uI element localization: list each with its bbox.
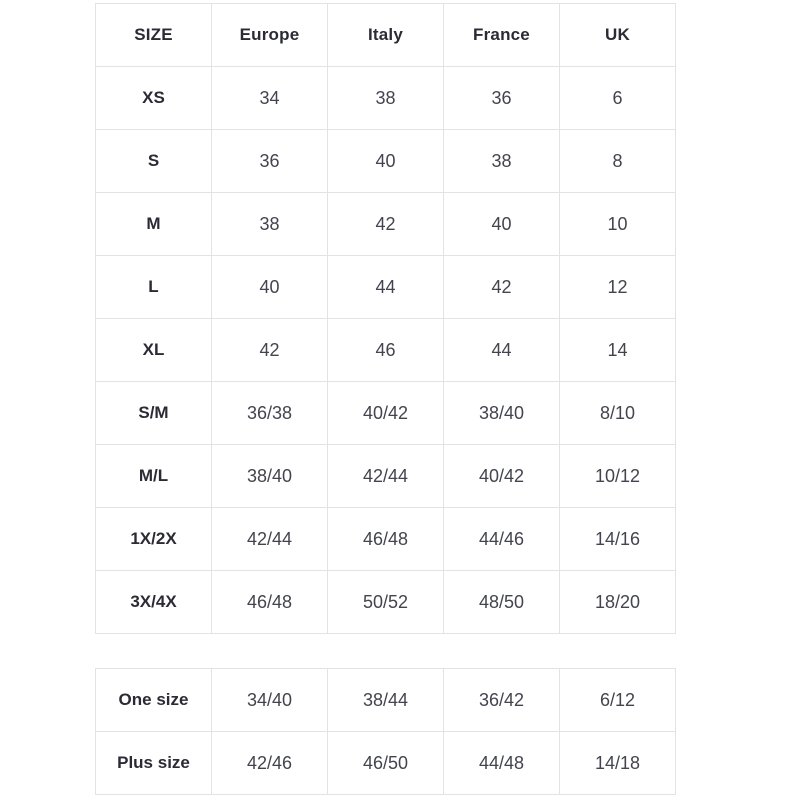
value-cell: 46 [328, 319, 444, 382]
value-cell: 42/44 [212, 508, 328, 571]
value-cell: 12 [560, 256, 676, 319]
one-size-plus-size-table [95, 668, 676, 795]
value-cell: 44 [328, 256, 444, 319]
size-conversion-table [95, 3, 676, 634]
value-cell: 44 [444, 319, 560, 382]
size-label-cell: XS [96, 67, 212, 130]
value-cell: 42/46 [212, 732, 328, 795]
value-cell: 36 [444, 67, 560, 130]
value-cell: 14/16 [560, 508, 676, 571]
size-label-cell: XL [96, 319, 212, 382]
value-cell: 42 [328, 193, 444, 256]
header-cell-size: SIZE [96, 4, 212, 67]
table-row [96, 732, 676, 795]
value-cell: 42 [212, 319, 328, 382]
value-cell: 34/40 [212, 669, 328, 732]
value-cell: 14/18 [560, 732, 676, 795]
table-row [96, 445, 676, 508]
value-cell: 36 [212, 130, 328, 193]
value-cell: 6 [560, 67, 676, 130]
value-cell: 40 [328, 130, 444, 193]
header-cell-uk: UK [560, 4, 676, 67]
value-cell: 38 [328, 67, 444, 130]
table-row [96, 67, 676, 130]
table-row [96, 193, 676, 256]
size-label-cell: L [96, 256, 212, 319]
value-cell: 6/12 [560, 669, 676, 732]
size-label-cell: M [96, 193, 212, 256]
value-cell: 18/20 [560, 571, 676, 634]
value-cell: 8 [560, 130, 676, 193]
value-cell: 36/42 [444, 669, 560, 732]
value-cell: 42/44 [328, 445, 444, 508]
value-cell: 46/48 [212, 571, 328, 634]
value-cell: 38 [444, 130, 560, 193]
value-cell: 36/38 [212, 382, 328, 445]
size-label-cell: S/M [96, 382, 212, 445]
header-row [96, 4, 676, 67]
table-row [96, 571, 676, 634]
value-cell: 40/42 [328, 382, 444, 445]
size-label-cell: One size [96, 669, 212, 732]
value-cell: 14 [560, 319, 676, 382]
header-cell-italy: Italy [328, 4, 444, 67]
size-label-cell: 3X/4X [96, 571, 212, 634]
value-cell: 44/48 [444, 732, 560, 795]
value-cell: 46/50 [328, 732, 444, 795]
value-cell: 38/40 [212, 445, 328, 508]
value-cell: 10 [560, 193, 676, 256]
table-row [96, 508, 676, 571]
value-cell: 40/42 [444, 445, 560, 508]
size-label-cell: M/L [96, 445, 212, 508]
value-cell: 10/12 [560, 445, 676, 508]
value-cell: 48/50 [444, 571, 560, 634]
value-cell: 46/48 [328, 508, 444, 571]
size-label-cell: 1X/2X [96, 508, 212, 571]
table-row [96, 382, 676, 445]
value-cell: 38/44 [328, 669, 444, 732]
table-gap [0, 634, 800, 668]
value-cell: 42 [444, 256, 560, 319]
header-cell-france: France [444, 4, 560, 67]
value-cell: 44/46 [444, 508, 560, 571]
size-label-cell: Plus size [96, 732, 212, 795]
value-cell: 8/10 [560, 382, 676, 445]
table-row [96, 130, 676, 193]
value-cell: 40 [212, 256, 328, 319]
size-label-cell: S [96, 130, 212, 193]
table-row [96, 256, 676, 319]
value-cell: 38 [212, 193, 328, 256]
value-cell: 38/40 [444, 382, 560, 445]
value-cell: 40 [444, 193, 560, 256]
value-cell: 34 [212, 67, 328, 130]
table-row [96, 669, 676, 732]
value-cell: 50/52 [328, 571, 444, 634]
header-cell-europe: Europe [212, 4, 328, 67]
table-row [96, 319, 676, 382]
